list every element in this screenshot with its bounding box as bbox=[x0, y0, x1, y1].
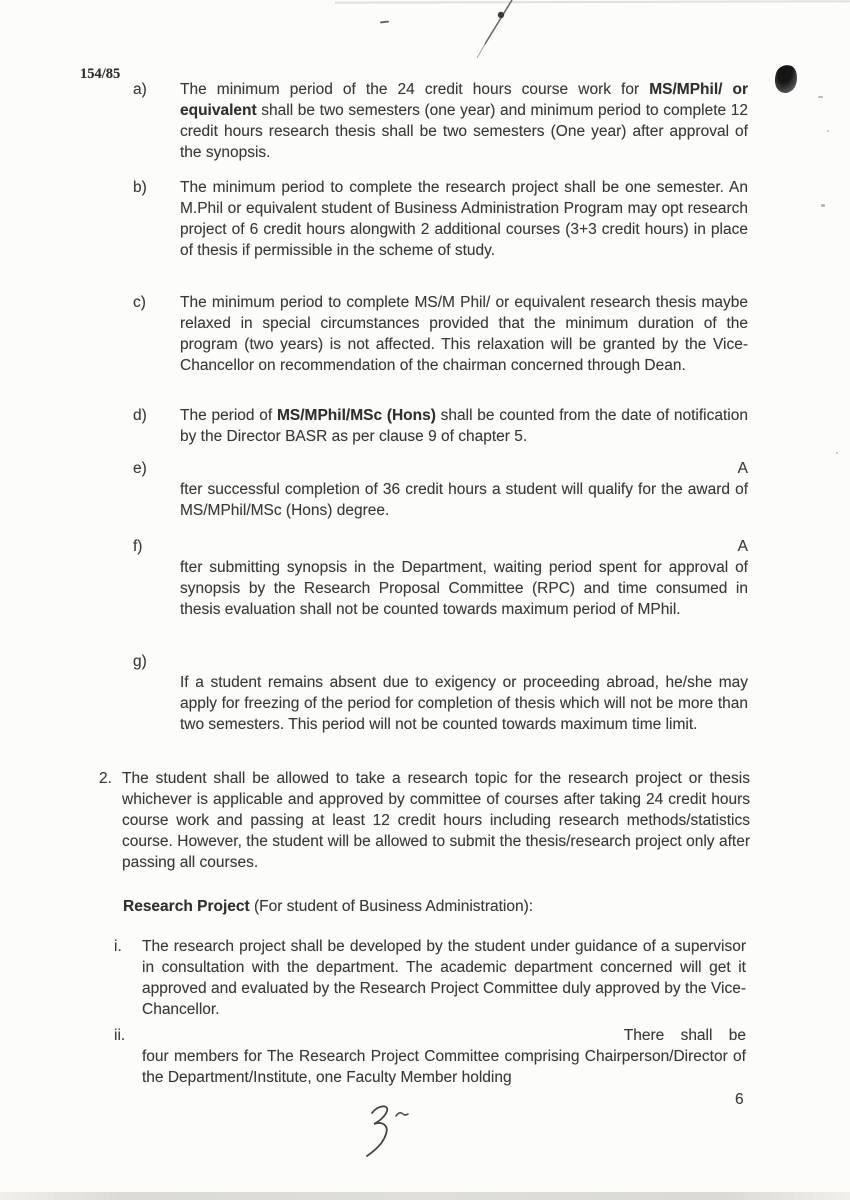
scan-speck bbox=[821, 204, 825, 207]
clause-text: fter successful completion of 36 credit hours a student will qualify for the award of MS/MPhil/MSc (Hons) degree. bbox=[180, 481, 748, 519]
heading-rest: (For student of Business Administration): bbox=[249, 898, 534, 915]
clause-text: four members for The Research Project Committee comprising Chairperson/Director of the Department/Institute, one Faculty Member holding bbox=[142, 1048, 746, 1086]
clause-i bbox=[114, 936, 746, 1020]
text-run: The period of bbox=[180, 407, 277, 424]
clause-f bbox=[133, 536, 748, 620]
clause-label: i. bbox=[114, 938, 122, 955]
clause-ii bbox=[114, 1025, 746, 1088]
scan-speck bbox=[836, 452, 838, 454]
text-run-bold: MS/MPhil/MSc (Hons) bbox=[277, 407, 436, 424]
ink-blob bbox=[772, 63, 799, 95]
clause-label: 2. bbox=[99, 770, 112, 787]
clause-first-line bbox=[114, 1025, 746, 1046]
clause-g bbox=[133, 651, 748, 735]
clause-2 bbox=[99, 768, 750, 873]
clause-label: g) bbox=[133, 653, 147, 670]
clause-label: b) bbox=[133, 179, 147, 196]
text-run: shall be two semesters (one year) and minimum period to complete 12 credit hours research thesis shall be two semesters (One year) after approval of the synopsis. bbox=[180, 102, 748, 161]
clause-first-line bbox=[133, 458, 748, 479]
scan-speck bbox=[827, 130, 829, 132]
clause-label: d) bbox=[133, 407, 147, 424]
orphan-letter: A bbox=[737, 460, 748, 477]
clause-text: The student shall be allowed to take a research topic for the research project or thesis whichever is applicable and approved by committee of courses after taking 24 credit hours course work and passing at least 12 credit hours including research methods/statistics course. However, the student will be allowed to submit the thesis/research project only after passing all courses. bbox=[122, 770, 750, 871]
clause-d bbox=[133, 405, 748, 447]
margin-reference: 154/85 bbox=[80, 66, 121, 82]
clause-first-line bbox=[133, 651, 748, 672]
pen-dash-mark bbox=[380, 21, 389, 24]
pen-slash-mark bbox=[465, 0, 520, 62]
text-run: shall be counted from the date of notification by the Director BASR as per clause 9 of chapter 5. bbox=[180, 407, 748, 445]
scan-speck bbox=[818, 96, 823, 98]
clause-text: The minimum period to complete the research project shall be one semester. An M.Phil or equivalent student of Business Administration Program may opt research project of 6 credit hours alongwith 2 additional courses (3+3 credit hours) in place of thesis if permissible in the scheme of study. bbox=[180, 179, 748, 259]
clause-label: c) bbox=[133, 294, 146, 311]
clause-a bbox=[133, 79, 748, 163]
clause-c bbox=[133, 292, 748, 376]
clause-text bbox=[180, 79, 748, 163]
clause-first-line bbox=[133, 536, 748, 557]
text-run-bold: MS/MPhil/ or equivalent bbox=[180, 81, 749, 119]
heading-bold: Research Project bbox=[123, 898, 250, 915]
clause-text bbox=[180, 405, 748, 447]
clause-text: The research project shall be developed by the student under guidance of a supervisor in consultation with the department. The academic department concerned will get it approved and evaluated by the Research Project Committee duly approved by the Vice-Chancellor. bbox=[142, 938, 746, 1018]
clause-label: e) bbox=[133, 460, 147, 477]
handwritten-mark bbox=[358, 1103, 422, 1163]
clause-text: fter submitting synopsis in the Department, waiting period spent for approval of synopsis by the Research Proposal Committee (RPC) and time consumed in thesis evaluation shall not be counted towards maximum period of MPhil. bbox=[180, 559, 748, 618]
clause-text: If a student remains absent due to exigency or proceeding abroad, he/she may apply for freezing of the period for completion of thesis which will not be more than two semesters. This period will not be counted towards maximum time limit. bbox=[180, 674, 748, 733]
section-heading bbox=[123, 896, 533, 917]
clause-b bbox=[133, 177, 748, 261]
clause-label: ii. bbox=[114, 1027, 126, 1044]
clause-label: a) bbox=[133, 81, 147, 98]
text-run: The minimum period of the 24 credit hours course work for bbox=[180, 81, 650, 98]
page-number: 6 bbox=[735, 1091, 744, 1108]
first-line-right-text: There shall be bbox=[623, 1027, 746, 1044]
clause-label: f) bbox=[133, 538, 143, 555]
orphan-letter: A bbox=[737, 538, 748, 555]
scan-bottom-band bbox=[0, 1192, 850, 1200]
clause-text: The minimum period to complete MS/M Phil/ or equivalent research thesis maybe relaxed in special circumstances provided that the minimum duration of the program (two years) is not affected. This relaxation will be granted by the Vice-Chancellor on recommendation of the chairman concerned through Dean. bbox=[180, 294, 748, 374]
clause-e bbox=[133, 458, 748, 521]
scan-edge-line bbox=[335, 0, 850, 3]
